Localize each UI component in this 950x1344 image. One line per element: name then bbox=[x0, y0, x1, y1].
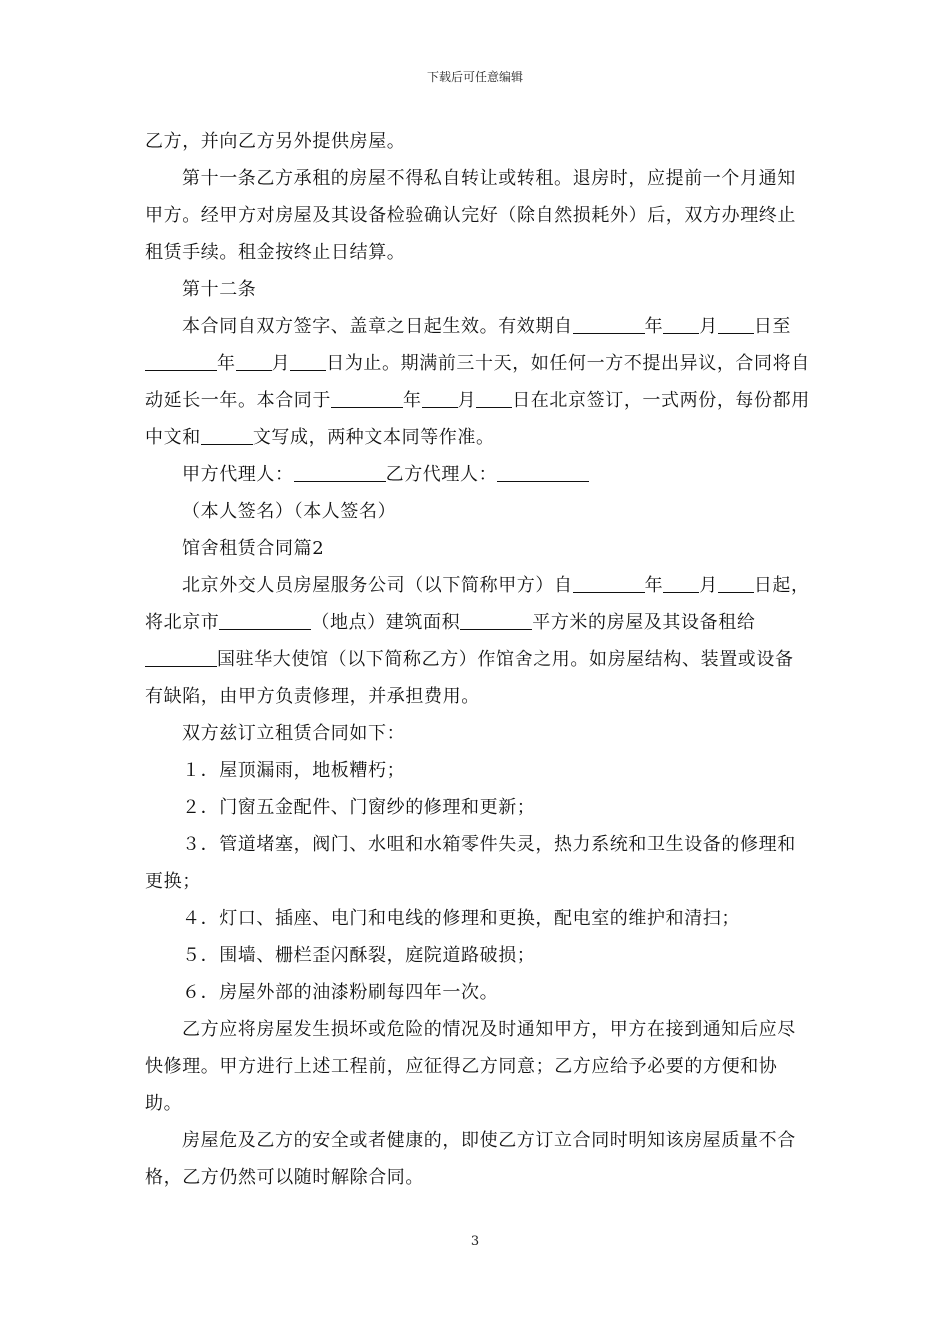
blank-line bbox=[331, 387, 403, 408]
text-run: 日起，将北京市 bbox=[145, 575, 810, 633]
blank-line bbox=[497, 461, 589, 482]
blank-line bbox=[718, 313, 754, 334]
text-run: 年 bbox=[644, 316, 664, 337]
paragraph bbox=[145, 308, 810, 456]
page-header-note: 下载后可任意编辑 bbox=[426, 70, 523, 84]
blank-line bbox=[219, 609, 311, 630]
blank-line bbox=[422, 387, 458, 408]
blank-line bbox=[573, 572, 645, 593]
text-run: 月 bbox=[457, 390, 477, 411]
text-run: 月 bbox=[699, 316, 718, 337]
paragraph bbox=[145, 567, 810, 715]
text-run: 年 bbox=[217, 353, 236, 374]
text-run: 日在北京签订，一式两份，每份都用中文和 bbox=[145, 390, 810, 448]
blank-line bbox=[294, 461, 386, 482]
blank-line bbox=[236, 350, 272, 371]
blank-line bbox=[145, 646, 217, 667]
section-title: 馆舍租赁合同篇2 bbox=[182, 538, 325, 559]
paragraph: 第十一条乙方承租的房屋不得私自转让或转租。退房时，应提前一个月通知甲方。经甲方对房屋及其设备检验确认完好（除自然损耗外）后，双方办理终止租赁手续。租金按终止日结算。 bbox=[145, 168, 796, 263]
text-run: 月 bbox=[699, 575, 718, 596]
list-item: ５．围墙、栅栏歪闪酥裂，庭院道路破损； bbox=[182, 945, 536, 966]
text-run: 国驻华大使馆（以下简称乙方）作馆舍之用。如房屋结构、装置或设备有缺陷，由甲方负责修理，并承担费用。 bbox=[145, 649, 794, 707]
blank-line bbox=[290, 350, 326, 371]
paragraph: 乙方，并向乙方另外提供房屋。 bbox=[145, 131, 406, 152]
blank-line bbox=[718, 572, 754, 593]
blank-line bbox=[476, 387, 512, 408]
list-item: ３．管道堵塞，阀门、水咀和水箱零件失灵，热力系统和卫生设备的修理和更换； bbox=[145, 834, 796, 892]
list-item: ２．门窗五金配件、门窗纱的修理和更新； bbox=[182, 797, 536, 818]
text-run: 平方米的房屋及其设备租给 bbox=[532, 612, 756, 633]
text-run: 甲方代理人： bbox=[182, 464, 294, 485]
blank-line bbox=[663, 572, 699, 593]
text-run: 乙方代理人： bbox=[385, 464, 498, 485]
text-run: （地点）建筑面积 bbox=[311, 612, 461, 633]
page-number: 3 bbox=[470, 1234, 480, 1249]
blank-line bbox=[460, 609, 532, 630]
blank-line bbox=[663, 313, 699, 334]
text-run: 年 bbox=[644, 575, 664, 596]
text-run: 日为止。期满前三十天，如任何一方不提出异议，合同将自动延长一年。本合同于 bbox=[145, 353, 810, 411]
document-body bbox=[145, 123, 810, 1196]
list-item: ４．灯口、插座、电门和电线的修理和更换，配电室的维护和清扫； bbox=[182, 908, 740, 929]
blank-line bbox=[201, 424, 253, 445]
text-run: 年 bbox=[403, 390, 422, 411]
list-item: ６．房屋外部的油漆粉刷每四年一次。 bbox=[182, 982, 499, 1003]
signature-line bbox=[145, 456, 810, 493]
text-run: 本合同自双方签字、盖章之日起生效。有效期自 bbox=[182, 316, 573, 337]
paragraph: （本人签名）（本人签名） bbox=[182, 501, 397, 522]
paragraph: 乙方应将房屋发生损坏或危险的情况及时通知甲方，甲方在接到通知后应尽快修理。甲方进行上述工程前，应征得乙方同意；乙方应给予必要的方便和协助。 bbox=[145, 1019, 796, 1114]
paragraph: 双方兹订立租赁合同如下： bbox=[182, 723, 406, 744]
text-run: 月 bbox=[271, 353, 291, 374]
paragraph: 房屋危及乙方的安全或者健康的，即使乙方订立合同时明知该房屋质量不合格，乙方仍然可以随时解除合同。 bbox=[145, 1130, 796, 1188]
text-run: 日至 bbox=[753, 316, 792, 337]
text-run: 北京外交人员房屋服务公司（以下简称甲方）自 bbox=[182, 575, 573, 596]
blank-line bbox=[145, 350, 217, 371]
blank-line bbox=[573, 313, 645, 334]
list-item: １．屋顶漏雨，地板糟朽； bbox=[182, 760, 406, 781]
article-heading: 第十二条 bbox=[182, 279, 257, 300]
text-run: 文写成，两种文本同等作准。 bbox=[252, 427, 495, 448]
